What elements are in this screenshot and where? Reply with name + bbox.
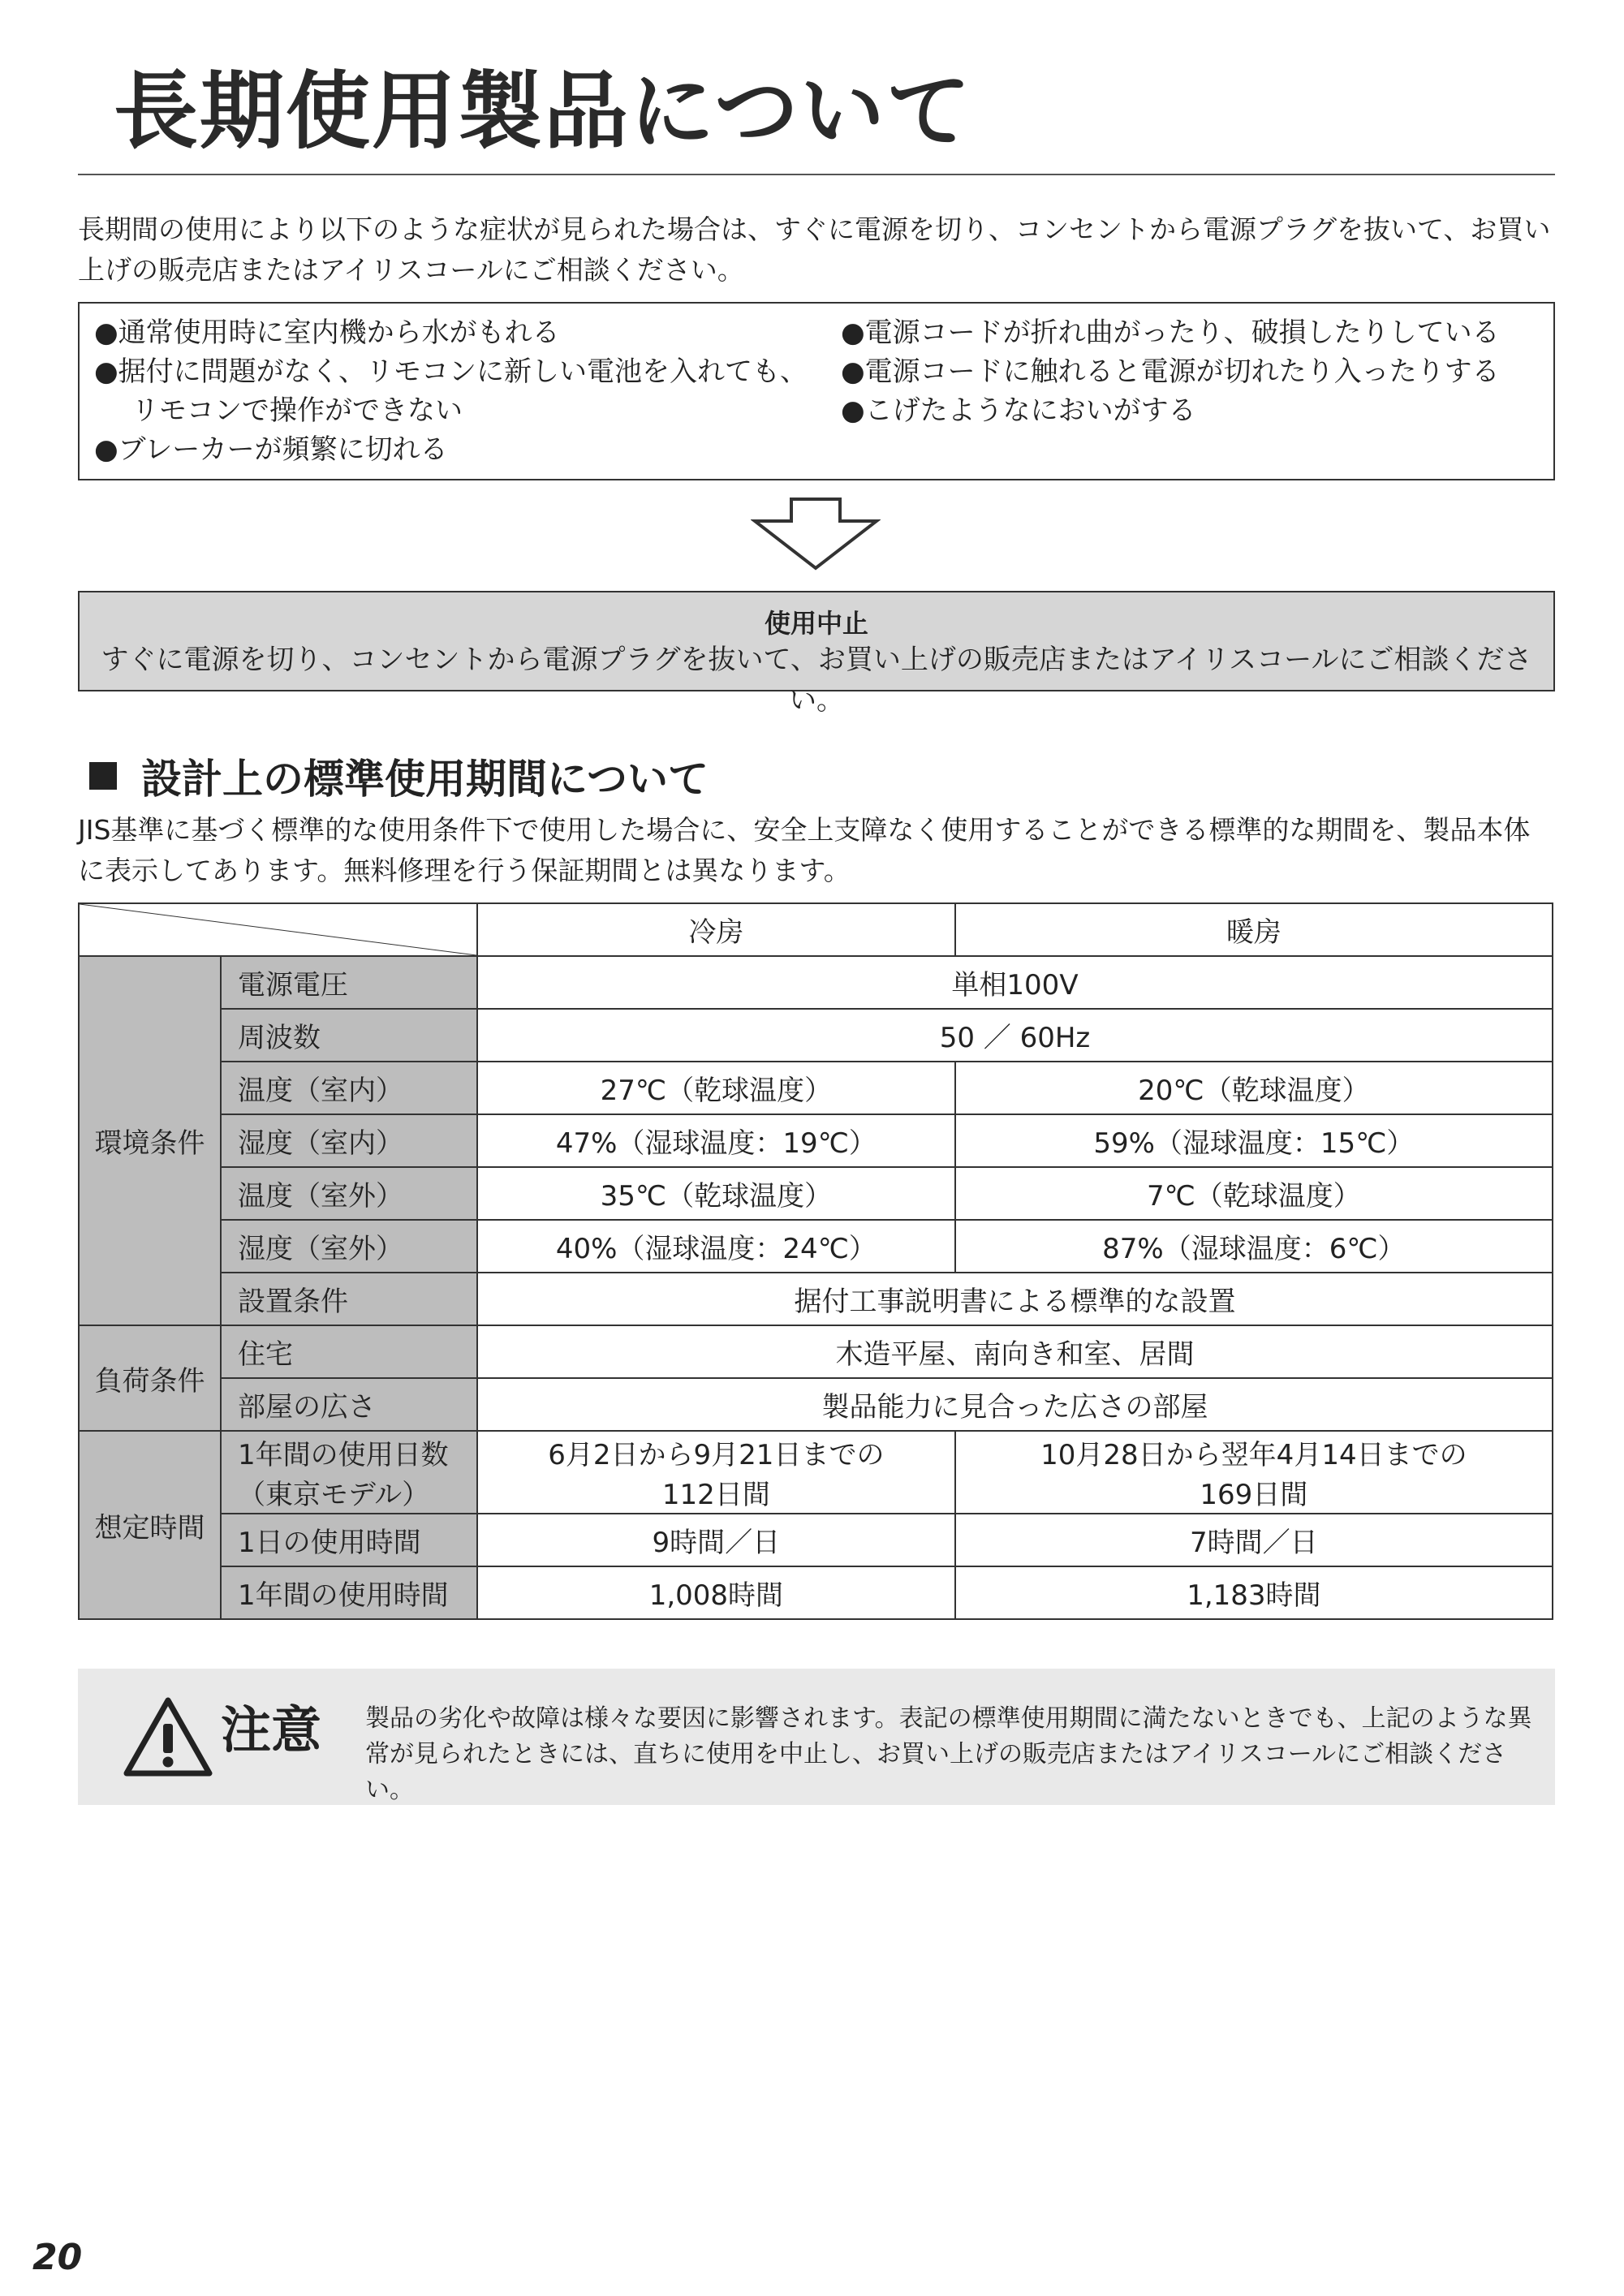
heat-value: [955, 1431, 1553, 1514]
usage-period-table: [78, 902, 1553, 1620]
table-row: [79, 1009, 1553, 1062]
row-value: 据付工事説明書による標準的な設置: [477, 1273, 1553, 1325]
diagonal-line-icon: [80, 904, 476, 955]
row-label: 1年間の使用時間: [221, 1566, 477, 1619]
symptom-item: ●ブレーカーが頻繁に切れる: [94, 433, 448, 466]
table-row: [79, 1273, 1553, 1325]
symptom-list-left: [94, 313, 808, 469]
heat-value-line: 10月28日から翌年4月14日までの: [1040, 1439, 1467, 1471]
col-header-heat: 暖房: [955, 903, 1553, 956]
heat-value: 1,183時間: [955, 1566, 1553, 1619]
cool-value: 27℃（乾球温度）: [477, 1062, 955, 1114]
symptom-item: ●据付に問題がなく、リモコンに新しい電池を入れても、: [94, 355, 808, 388]
table-row: [79, 1431, 1553, 1514]
section-heading-text: 設計上の標準使用期間について: [141, 756, 709, 803]
caution-box: [78, 1669, 1555, 1805]
row-value: 製品能力に見合った広さの部屋: [477, 1378, 1553, 1431]
row-label: 周波数: [221, 1009, 477, 1062]
row-label-line: 1年間の使用日数: [238, 1439, 449, 1471]
row-label: 住宅: [221, 1325, 477, 1378]
row-label: 湿度（室外）: [221, 1220, 477, 1273]
page-title: 長期使用製品について: [114, 62, 972, 161]
heat-value-line: 169日間: [1200, 1479, 1308, 1511]
symptom-item: ●通常使用時に室内機から水がもれる: [94, 317, 560, 349]
caution-label: 注意: [221, 1700, 322, 1760]
heat-value: 7℃（乾球温度）: [955, 1167, 1553, 1220]
row-label: 電源電圧: [221, 956, 477, 1009]
cool-value: 47%（湿球温度：19℃）: [477, 1114, 955, 1167]
row-label: 温度（室内）: [221, 1062, 477, 1114]
table-corner-cell: [79, 903, 477, 956]
table-row: [79, 1514, 1553, 1566]
caution-text: 製品の劣化や故障は様々な要因に影響されます。表記の標準使用期間に満たないときでも、上記のような異常が見られたときには、直ちに使用を中止し、お買い上げの販売店またはアイリスコールにご相談ください。: [365, 1704, 1532, 1804]
symptom-item: ●電源コードに触れると電源が切れたり入ったりする: [841, 355, 1500, 388]
symptom-item: ●こげたようなにおいがする: [841, 394, 1196, 427]
cool-value: 35℃（乾球温度）: [477, 1167, 955, 1220]
stop-use-box: [78, 591, 1555, 717]
stop-title: 使用中止: [764, 608, 868, 639]
symptom-box: [78, 302, 1555, 480]
row-label-line: （東京モデル）: [238, 1479, 430, 1511]
col-header-cool: 冷房: [477, 903, 955, 956]
table-header-row: [79, 903, 1553, 956]
page-number: 20: [32, 2237, 83, 2278]
cool-value: [477, 1431, 955, 1514]
group-load: 負荷条件: [79, 1325, 221, 1431]
cool-value: 9時間／日: [477, 1514, 955, 1566]
row-label: 設置条件: [221, 1273, 477, 1325]
table-row: [79, 1378, 1553, 1431]
table-row: [79, 956, 1553, 1009]
down-arrow-icon: [751, 497, 881, 571]
cool-value: 1,008時間: [477, 1566, 955, 1619]
heat-value: 7時間／日: [955, 1514, 1553, 1566]
group-time: 想定時間: [79, 1431, 221, 1619]
heat-value: 87%（湿球温度：6℃）: [955, 1220, 1553, 1273]
section-intro: JIS基準に基づく標準的な使用条件下で使用した場合に、安全上支障なく使用することができる標準的な期間を、製品本体に表示してあります。無料修理を行う保証期間とは異なります。: [78, 814, 1531, 886]
cool-value: 40%（湿球温度：24℃）: [477, 1220, 955, 1273]
heat-value: 59%（湿球温度：15℃）: [955, 1114, 1553, 1167]
cool-value-line: 112日間: [661, 1479, 770, 1511]
row-value: 50 ／ 60Hz: [477, 1009, 1553, 1062]
row-label: 湿度（室内）: [221, 1114, 477, 1167]
table-row: [79, 1220, 1553, 1273]
table-row: [79, 1566, 1553, 1619]
intro-text: 長期間の使用により以下のような症状が見られた場合は、すぐに電源を切り、コンセントから電源プラグを抜いて、お買い上げの販売店またはアイリスコールにご相談ください。: [78, 213, 1551, 286]
symptom-item-continued: リモコンで操作ができない: [131, 394, 463, 427]
symptom-list-right: [841, 313, 1539, 430]
cool-value-line: 6月2日から9月21日までの: [548, 1439, 885, 1471]
heat-value: 20℃（乾球温度）: [955, 1062, 1553, 1114]
row-label: 1日の使用時間: [221, 1514, 477, 1566]
row-label: 温度（室外）: [221, 1167, 477, 1220]
table-row: [79, 1167, 1553, 1220]
row-value: 単相100V: [477, 956, 1553, 1009]
table-row: [79, 1114, 1553, 1167]
section-heading: [89, 747, 709, 805]
table-row: [79, 1062, 1553, 1114]
warning-triangle-icon: [123, 1696, 213, 1777]
title-rule: [78, 174, 1555, 175]
group-env: 環境条件: [79, 956, 221, 1325]
row-value: 木造平屋、南向き和室、居間: [477, 1325, 1553, 1378]
stop-text: すぐに電源を切り、コンセントから電源プラグを抜いて、お買い上げの販売店またはアイリスコールにご相談ください。: [101, 644, 1532, 717]
row-label: [221, 1431, 477, 1514]
square-bullet-icon: [89, 762, 117, 790]
table-row: [79, 1325, 1553, 1378]
symptom-item: ●電源コードが折れ曲がったり、破損したりしている: [841, 317, 1500, 349]
row-label: 部屋の広さ: [221, 1378, 477, 1431]
